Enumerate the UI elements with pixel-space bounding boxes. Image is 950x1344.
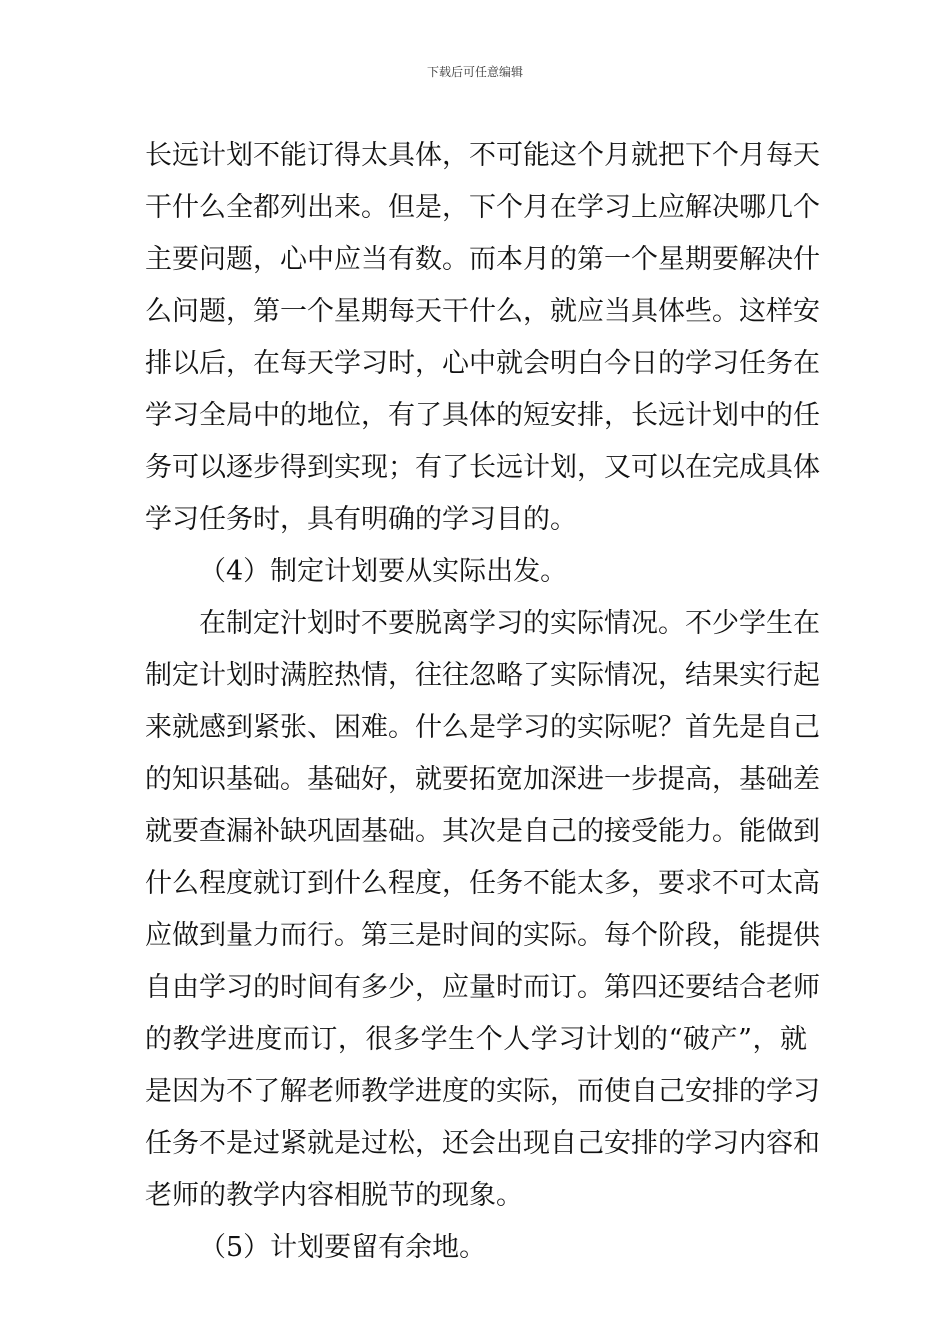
page-header: 下载后可任意编辑	[426, 65, 523, 79]
text-line: 就要查漏补缺巩固基础。其次是自己的接受能力。能做到	[145, 816, 820, 847]
text-line: 学习全局中的地位，有了具体的短安排，长远计划中的任	[145, 400, 820, 431]
text-line: 来就感到紧张、困难。什么是学习的实际呢？首先是自己	[145, 712, 820, 743]
text-line: 是因为不了解老师教学进度的实际，而使自己安排的学习	[145, 1076, 820, 1107]
text-line: 的教学进度而订，很多学生个人学习计划的“破产”，就	[145, 1024, 807, 1055]
paragraph-first-line: 在制定汁划时不要脱离学习的实际情况。不少学生在	[199, 608, 820, 639]
text-line: 长远计划不能订得太具体，不可能这个月就把下个月每天	[145, 140, 820, 171]
document-body	[145, 130, 820, 1274]
text-line: 排以后，在每天学习时，心中就会明白今日的学习任务在	[145, 348, 820, 379]
text-line: 学习任务时，具有明确的学习目的。	[145, 504, 577, 535]
text-line: 老师的教学内容相脱节的现象。	[145, 1180, 523, 1211]
text-line: 的知识基础。基础好，就要拓宽加深进一步提高，基础差	[145, 764, 820, 795]
text-line: 务可以逐步得到实现；有了长远计划，又可以在完成具体	[145, 452, 820, 483]
text-line: 主要问题，心中应当有数。而本月的第一个星期要解决什	[145, 244, 820, 275]
text-line: 么问题，第一个星期每天干什么，就应当具体些。这样安	[145, 296, 820, 327]
text-line: 自由学习的时间有多少，应量时而订。第四还要结合老师	[145, 972, 820, 1003]
section-heading: （5）计划要留有余地。	[199, 1232, 487, 1263]
text-line: 干什么全都列出来。但是，下个月在学习上应解决哪几个	[145, 192, 820, 223]
text-line: 什么程度就订到什么程度，任务不能太多，要求不可太高	[145, 868, 820, 899]
text-line: 应做到量力而行。第三是时间的实际。每个阶段，能提供	[145, 920, 820, 951]
text-line: 任务不是过紧就是过松，还会出现自己安排的学习内容和	[145, 1128, 820, 1159]
text-line: 制定计划时满腔热情，往往忽略了实际情况，结果实行起	[145, 660, 820, 691]
section-heading: （4）制定计划要从实际出发。	[199, 556, 568, 587]
